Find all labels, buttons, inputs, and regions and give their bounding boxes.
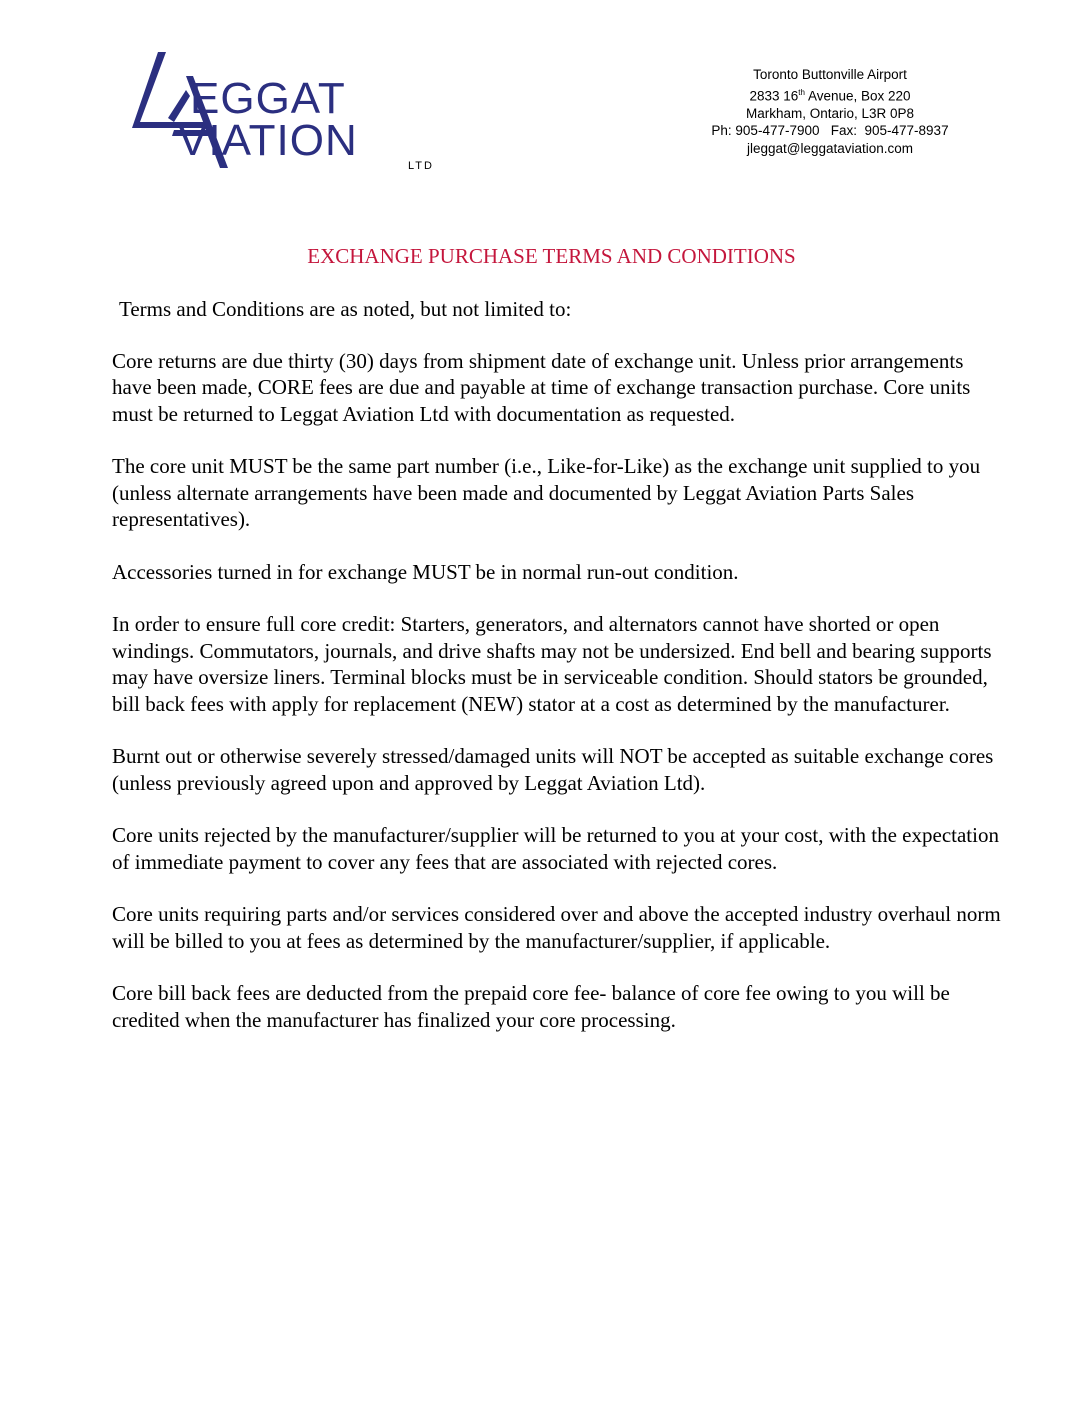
terms-paragraph: Core units requiring parts and/or services considered over and above the accepted industry overhaul norm will be billed to you at fees as determined by the manufacturer/supplier, if applicable. bbox=[112, 902, 1001, 953]
terms-paragraph: In order to ensure full core credit: Starters, generators, and alternators cannot have shorted or open windings. Commutators, journals, and drive shafts may not be undersized. End bell and bearing supports may have oversize liners. Terminal blocks must be in serviceable condition. Should stators be grounded, bill back fees with apply for replacement (NEW) stator at a cost as determined by the manufacturer. bbox=[112, 612, 992, 716]
company-logo bbox=[128, 50, 458, 180]
company-address bbox=[680, 66, 980, 157]
terms-paragraph: Core bill back fees are deducted from the prepaid core fee- balance of core fee owing to you will be credited when the manufacturer has finalized your core processing. bbox=[112, 981, 950, 1032]
logo-wordmark-line2: VIATION bbox=[178, 116, 358, 165]
address-street-suffix: th bbox=[798, 87, 805, 97]
terms-paragraph: Core returns are due thirty (30) days from shipment date of exchange unit. Unless prior arrangements have been made, CORE fees are due and payable at time of exchange transaction purchase. Core units must be returned to Leggat Aviation Ltd with documentation as requested. bbox=[112, 348, 971, 426]
terms-paragraph: Burnt out or otherwise severely stressed/damaged units will NOT be accepted as suitable exchange cores (unless previously agreed upon and approved by Leggat Aviation Ltd). bbox=[112, 744, 994, 795]
address-line-email: jleggat@leggataviation.com bbox=[746, 140, 914, 156]
logo-wordmark-line1: EGGAT bbox=[190, 74, 346, 123]
terms-intro: Terms and Conditions are as noted, but not limited to: bbox=[119, 297, 572, 321]
terms-paragraph: Accessories turned in for exchange MUST be in normal run-out condition. bbox=[112, 559, 739, 584]
address-line-street bbox=[680, 84, 980, 105]
logo-ltd: LTD bbox=[408, 160, 434, 172]
terms-body bbox=[112, 296, 1002, 1059]
address-line-city: Markham, Ontario, L3R 0P8 bbox=[745, 105, 915, 121]
terms-paragraph: Core units rejected by the manufacturer/supplier will be returned to you at your cost, with the expectation of immediate payment to cover any fees that are associated with rejected cores. bbox=[112, 823, 999, 874]
address-line-airport: Toronto Buttonville Airport bbox=[753, 67, 907, 82]
page-title: EXCHANGE PURCHASE TERMS AND CONDITIONS bbox=[307, 244, 796, 268]
address-street-rest: Avenue, Box 220 bbox=[804, 88, 911, 103]
terms-paragraph: The core unit MUST be the same part number (i.e., Like-for-Like) as the exchange unit supplied to you (unless alternate arrangements have been made and documented by Leggat Aviation Parts Sales representatives). bbox=[112, 454, 981, 531]
address-street-number: 2833 16 bbox=[749, 88, 799, 103]
address-line-phone-fax: Ph: 905-477-7900 Fax: 905-477-8937 bbox=[711, 123, 949, 138]
